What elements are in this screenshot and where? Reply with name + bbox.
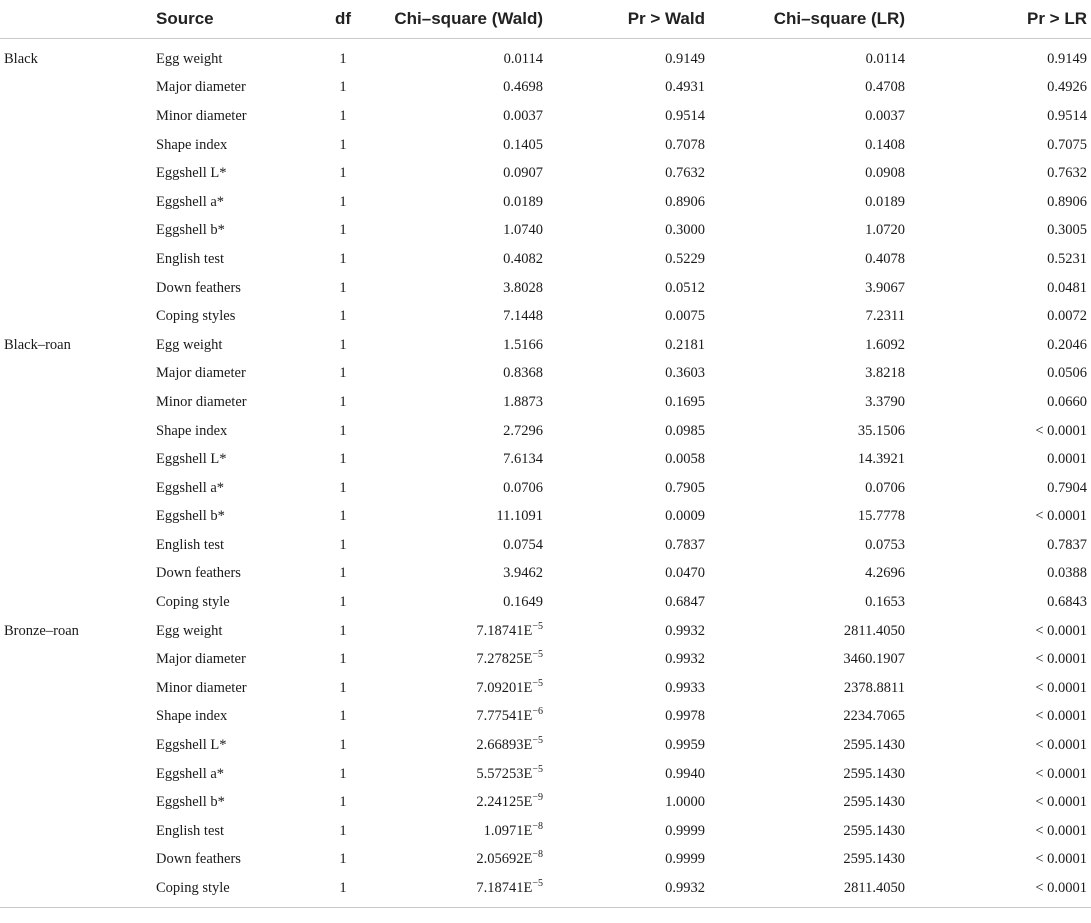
cell-chi-square-wald	[373, 39, 563, 74]
cell-pr-lr: 0.9149	[1047, 50, 1087, 67]
cell-group	[0, 474, 148, 503]
cell-pr-wald: 0.0009	[665, 508, 705, 525]
cell-source: English test	[156, 822, 225, 839]
cell-chi-square-wald	[373, 188, 563, 217]
cell-df: 1	[339, 851, 347, 868]
cell-source: Major diameter	[156, 79, 246, 96]
cell-chi-square-wald	[373, 588, 563, 617]
wald-exponent: −6	[532, 706, 543, 718]
cell-df: 1	[339, 250, 347, 267]
cell-pr-lr: 0.5231	[1047, 250, 1087, 267]
wald-value: 11.1091	[496, 508, 543, 525]
cell-group	[0, 417, 148, 446]
table-row	[0, 388, 1091, 417]
cell-group	[0, 74, 148, 103]
cell-df: 1	[339, 79, 347, 96]
header-group	[0, 0, 148, 39]
cell-source: Eggshell L*	[156, 451, 227, 468]
table-row	[0, 560, 1091, 589]
cell-group	[0, 217, 148, 246]
cell-chi-square-wald	[373, 417, 563, 446]
cell-pr-wald: 0.9999	[665, 822, 705, 839]
cell-pr-wald: 0.4931	[665, 79, 705, 96]
cell-group: Black–roan	[4, 336, 71, 353]
cell-pr-wald: 1.0000	[665, 794, 705, 811]
cell-chi-square-lr: 14.3921	[857, 451, 905, 468]
cell-pr-wald: 0.9149	[665, 50, 705, 67]
cell-chi-square-lr: 0.0037	[865, 107, 905, 124]
table-row	[0, 474, 1091, 503]
cell-source: Coping style	[148, 874, 313, 907]
wald-value: 7.18741E	[476, 622, 533, 639]
table-row	[0, 274, 1091, 303]
header-df: df	[313, 0, 373, 39]
cell-source: Coping style	[156, 594, 230, 611]
cell-df: 1	[339, 737, 347, 754]
cell-source: English test	[156, 250, 225, 267]
cell-group	[0, 788, 148, 817]
cell-source: Eggshell L*	[156, 165, 227, 182]
cell-pr-wald: 0.0470	[665, 565, 705, 582]
cell-df: 1	[339, 279, 347, 296]
wald-exponent: −9	[532, 792, 543, 804]
cell-chi-square-wald	[373, 302, 563, 331]
cell-group	[0, 131, 148, 160]
cell-df: 1	[313, 874, 373, 907]
cell-pr-wald: 0.9932	[665, 622, 705, 639]
cell-chi-square-lr: 2811.4050	[843, 622, 905, 639]
cell-pr-wald: 0.7837	[665, 536, 705, 553]
cell-source: Egg weight	[156, 336, 223, 353]
table-row	[0, 588, 1091, 617]
wald-value: 0.0037	[503, 107, 543, 124]
wald-value: 2.7296	[503, 422, 543, 439]
wald-exponent: −5	[532, 878, 543, 890]
cell-pr-lr: 0.7904	[1047, 479, 1087, 496]
cell-df: 1	[339, 393, 347, 410]
wald-exponent: −5	[532, 620, 543, 632]
cell-pr-lr: < 0.0001	[933, 874, 1091, 907]
table-row	[0, 531, 1091, 560]
cell-df: 1	[339, 794, 347, 811]
cell-chi-square-wald	[373, 445, 563, 474]
cell-chi-square-lr: 0.0114	[865, 50, 905, 67]
wald-exponent: −5	[532, 649, 543, 661]
cell-chi-square-wald	[373, 74, 563, 103]
cell-chi-square-wald	[373, 503, 563, 532]
cell-group	[0, 588, 148, 617]
cell-source: Major diameter	[156, 365, 246, 382]
cell-chi-square-wald	[373, 874, 563, 907]
cell-pr-wald: 0.0058	[665, 451, 705, 468]
cell-source: Major diameter	[156, 651, 246, 668]
table-row	[0, 874, 1091, 907]
wald-value: 1.5166	[503, 336, 543, 353]
wald-value: 3.8028	[503, 279, 543, 296]
cell-source: Eggshell a*	[156, 193, 225, 210]
wald-exponent: −5	[532, 678, 543, 690]
cell-chi-square-lr: 1.6092	[865, 336, 905, 353]
cell-df: 1	[339, 136, 347, 153]
cell-source: Down feathers	[156, 565, 241, 582]
cell-chi-square-wald	[373, 131, 563, 160]
cell-group	[0, 874, 148, 907]
wald-value: 5.57253E	[476, 765, 533, 782]
wald-value: 0.0754	[503, 536, 543, 553]
table-row	[0, 788, 1091, 817]
cell-source: Eggshell b*	[156, 794, 225, 811]
cell-pr-wald: 0.9932	[563, 874, 733, 907]
table-row	[0, 39, 1091, 74]
cell-pr-lr: 0.7632	[1047, 165, 1087, 182]
cell-chi-square-wald	[373, 760, 563, 789]
cell-pr-lr: < 0.0001	[1035, 508, 1087, 525]
cell-pr-wald: 0.7632	[665, 165, 705, 182]
cell-pr-lr: 0.6843	[1047, 594, 1087, 611]
table-row	[0, 760, 1091, 789]
table-row	[0, 731, 1091, 760]
table-row	[0, 74, 1091, 103]
cell-pr-wald: 0.2181	[665, 336, 705, 353]
cell-group: Bronze–roan	[4, 622, 79, 639]
cell-source: Minor diameter	[156, 679, 247, 696]
cell-df: 1	[339, 594, 347, 611]
cell-chi-square-lr: 3.3790	[865, 393, 905, 410]
wald-value: 7.1448	[503, 308, 543, 325]
cell-pr-lr: < 0.0001	[1035, 422, 1087, 439]
cell-source: Down feathers	[156, 851, 241, 868]
cell-pr-lr: < 0.0001	[1035, 822, 1087, 839]
cell-chi-square-lr: 2378.8811	[843, 679, 905, 696]
wald-value: 0.1649	[503, 594, 543, 611]
cell-chi-square-wald	[373, 274, 563, 303]
wald-exponent: −5	[532, 735, 543, 747]
cell-chi-square-lr: 3.9067	[865, 279, 905, 296]
cell-group	[0, 245, 148, 274]
header-pr-lr: Pr > LR	[933, 0, 1091, 39]
cell-chi-square-wald	[373, 159, 563, 188]
cell-source: Egg weight	[156, 622, 223, 639]
cell-pr-lr: < 0.0001	[1035, 708, 1087, 725]
cell-pr-lr: 0.2046	[1047, 336, 1087, 353]
cell-group	[0, 360, 148, 389]
cell-chi-square-lr: 4.2696	[865, 565, 905, 582]
cell-chi-square-lr: 2595.1430	[843, 794, 905, 811]
table-row	[0, 645, 1091, 674]
cell-df: 1	[339, 508, 347, 525]
cell-chi-square-wald	[373, 703, 563, 732]
header-source: Source	[148, 0, 313, 39]
cell-df: 1	[339, 193, 347, 210]
cell-group	[0, 703, 148, 732]
cell-source: Eggshell a*	[156, 479, 225, 496]
cell-group	[0, 560, 148, 589]
cell-pr-lr: 0.7075	[1047, 136, 1087, 153]
cell-group	[0, 817, 148, 846]
cell-pr-lr: < 0.0001	[1035, 679, 1087, 696]
cell-chi-square-wald	[373, 331, 563, 360]
cell-group	[0, 274, 148, 303]
cell-chi-square-lr: 0.1653	[865, 594, 905, 611]
cell-pr-lr: 0.0388	[1047, 565, 1087, 582]
cell-chi-square-wald	[373, 102, 563, 131]
cell-chi-square-lr: 0.0706	[865, 479, 905, 496]
cell-source: Shape index	[156, 422, 228, 439]
cell-pr-lr: < 0.0001	[1035, 794, 1087, 811]
cell-pr-wald: 0.9932	[665, 651, 705, 668]
wald-value: 7.27825E	[476, 651, 533, 668]
cell-source: Eggshell L*	[156, 737, 227, 754]
cell-chi-square-lr: 3.8218	[865, 365, 905, 382]
cell-source: Minor diameter	[156, 393, 247, 410]
cell-group	[0, 102, 148, 131]
cell-chi-square-lr: 35.1506	[857, 422, 905, 439]
cell-chi-square-lr: 1.0720	[865, 222, 905, 239]
cell-source: English test	[156, 536, 225, 553]
cell-chi-square-lr: 0.0753	[865, 536, 905, 553]
cell-source: Eggshell a*	[156, 765, 225, 782]
cell-source: Eggshell b*	[156, 222, 225, 239]
cell-pr-wald: 0.9959	[665, 737, 705, 754]
cell-group	[0, 531, 148, 560]
cell-pr-lr: < 0.0001	[1035, 651, 1087, 668]
cell-chi-square-wald	[373, 674, 563, 703]
wald-value: 2.24125E	[476, 794, 533, 811]
cell-chi-square-wald	[373, 245, 563, 274]
cell-chi-square-lr: 3460.1907	[843, 651, 905, 668]
header-chi-square-lr: Chi–square (LR)	[733, 0, 933, 39]
cell-chi-square-lr: 2811.4050	[733, 874, 933, 907]
cell-chi-square-lr: 0.0908	[865, 165, 905, 182]
cell-pr-lr: 0.7837	[1047, 536, 1087, 553]
cell-df: 1	[339, 536, 347, 553]
cell-chi-square-lr: 7.2311	[865, 308, 905, 325]
cell-pr-wald: 0.9940	[665, 765, 705, 782]
cell-pr-lr: 0.0481	[1047, 279, 1087, 296]
table-row	[0, 817, 1091, 846]
cell-pr-lr: < 0.0001	[1035, 737, 1087, 754]
cell-chi-square-wald	[373, 217, 563, 246]
table-row	[0, 445, 1091, 474]
cell-pr-wald: 0.3603	[665, 365, 705, 382]
cell-group	[0, 388, 148, 417]
cell-chi-square-wald	[373, 788, 563, 817]
cell-pr-wald: 0.8906	[665, 193, 705, 210]
wald-value: 7.18741E	[476, 880, 533, 897]
cell-df: 1	[339, 765, 347, 782]
cell-chi-square-lr: 2595.1430	[843, 822, 905, 839]
table-row	[0, 188, 1091, 217]
cell-df: 1	[339, 822, 347, 839]
cell-df: 1	[339, 422, 347, 439]
cell-chi-square-wald	[373, 388, 563, 417]
cell-pr-lr: 0.3005	[1047, 222, 1087, 239]
wald-value: 0.1405	[503, 136, 543, 153]
cell-pr-wald: 0.0512	[665, 279, 705, 296]
wald-exponent: −8	[532, 821, 543, 832]
cell-chi-square-wald	[373, 731, 563, 760]
cell-df: 1	[339, 308, 347, 325]
cell-pr-lr: 0.8906	[1047, 193, 1087, 210]
cell-chi-square-wald	[373, 360, 563, 389]
wald-value: 0.0907	[503, 165, 543, 182]
wald-value: 0.4698	[503, 79, 543, 96]
cell-group	[0, 503, 148, 532]
cell-chi-square-lr: 2595.1430	[843, 737, 905, 754]
cell-source: Coping styles	[156, 308, 236, 325]
header-pr-wald: Pr > Wald	[563, 0, 733, 39]
cell-pr-wald: 0.9933	[665, 679, 705, 696]
cell-group	[0, 674, 148, 703]
table-row	[0, 360, 1091, 389]
wald-exponent: −8	[532, 849, 543, 861]
cell-group	[0, 645, 148, 674]
cell-df: 1	[339, 107, 347, 124]
cell-chi-square-wald	[373, 846, 563, 875]
wald-value: 3.9462	[503, 565, 543, 582]
cell-chi-square-wald	[373, 474, 563, 503]
cell-df: 1	[339, 565, 347, 582]
cell-chi-square-lr: 15.7778	[857, 508, 905, 525]
cell-chi-square-wald	[373, 531, 563, 560]
cell-pr-wald: 0.5229	[665, 250, 705, 267]
wald-value: 0.4082	[503, 250, 543, 267]
cell-chi-square-wald	[373, 645, 563, 674]
cell-pr-lr: 0.9514	[1047, 107, 1087, 124]
wald-value: 0.8368	[503, 365, 543, 382]
cell-chi-square-lr: 2595.1430	[843, 851, 905, 868]
table-body	[0, 39, 1091, 908]
table-row	[0, 131, 1091, 160]
cell-pr-lr: < 0.0001	[1035, 765, 1087, 782]
cell-group	[0, 760, 148, 789]
cell-chi-square-lr: 2234.7065	[843, 708, 905, 725]
cell-chi-square-lr: 0.4078	[865, 250, 905, 267]
cell-df: 1	[339, 679, 347, 696]
wald-exponent: −5	[532, 763, 543, 775]
table-row	[0, 217, 1091, 246]
table-row	[0, 674, 1091, 703]
cell-df: 1	[339, 222, 347, 239]
cell-group	[0, 445, 148, 474]
cell-pr-wald: 0.1695	[665, 393, 705, 410]
cell-chi-square-lr: 0.0189	[865, 193, 905, 210]
cell-pr-wald: 0.9514	[665, 107, 705, 124]
wald-value: 0.0706	[503, 479, 543, 496]
cell-df: 1	[339, 651, 347, 668]
cell-source: Down feathers	[156, 279, 241, 296]
cell-pr-wald: 0.6847	[665, 594, 705, 611]
cell-chi-square-lr: 0.1408	[865, 136, 905, 153]
cell-pr-lr: 0.4926	[1047, 79, 1087, 96]
cell-group	[0, 159, 148, 188]
cell-df: 1	[339, 479, 347, 496]
cell-group: Black	[4, 50, 38, 67]
wald-value: 0.0114	[503, 50, 543, 67]
cell-pr-wald: 0.0985	[665, 422, 705, 439]
cell-source: Minor diameter	[156, 107, 247, 124]
cell-chi-square-wald	[373, 560, 563, 589]
table-header-row	[0, 0, 1091, 39]
table-row	[0, 245, 1091, 274]
table-row	[0, 417, 1091, 446]
cell-df: 1	[339, 50, 347, 67]
cell-chi-square-lr: 0.4708	[865, 79, 905, 96]
cell-source: Shape index	[156, 136, 228, 153]
table-row	[0, 703, 1091, 732]
cell-df: 1	[339, 622, 347, 639]
cell-df: 1	[339, 451, 347, 468]
table-row	[0, 302, 1091, 331]
table-row	[0, 503, 1091, 532]
wald-value: 1.0740	[503, 222, 543, 239]
table-row	[0, 102, 1091, 131]
cell-group	[0, 731, 148, 760]
wald-value: 7.77541E	[476, 708, 533, 725]
cell-source: Shape index	[156, 708, 228, 725]
wald-value: 2.66893E	[476, 737, 533, 754]
wald-value: 1.8873	[503, 393, 543, 410]
cell-chi-square-lr: 2595.1430	[843, 765, 905, 782]
cell-pr-wald: 0.0075	[665, 308, 705, 325]
cell-pr-lr: 0.0072	[1047, 308, 1087, 325]
table-row	[0, 617, 1091, 646]
cell-chi-square-wald	[373, 617, 563, 646]
wald-value: 7.6134	[503, 451, 543, 468]
table-row	[0, 159, 1091, 188]
cell-pr-wald: 0.7905	[665, 479, 705, 496]
table-row	[0, 331, 1091, 360]
cell-group	[0, 302, 148, 331]
table-row	[0, 846, 1091, 875]
cell-df: 1	[339, 365, 347, 382]
cell-pr-wald: 0.7078	[665, 136, 705, 153]
cell-pr-wald: 0.9999	[665, 851, 705, 868]
cell-df: 1	[339, 336, 347, 353]
wald-value: 7.09201E	[476, 679, 533, 696]
cell-pr-lr: < 0.0001	[1035, 851, 1087, 868]
wald-value: 0.0189	[503, 193, 543, 210]
cell-pr-lr: < 0.0001	[1035, 622, 1087, 639]
wald-value: 1.0971E	[483, 822, 533, 839]
cell-chi-square-wald	[373, 817, 563, 846]
cell-pr-wald: 0.3000	[665, 222, 705, 239]
cell-group	[0, 846, 148, 875]
cell-pr-lr: 0.0001	[1047, 451, 1087, 468]
cell-pr-wald: 0.9978	[665, 708, 705, 725]
cell-source: Eggshell b*	[156, 508, 225, 525]
cell-source: Egg weight	[156, 50, 223, 67]
cell-df: 1	[339, 708, 347, 725]
wald-value: 2.05692E	[476, 851, 533, 868]
cell-pr-lr: 0.0660	[1047, 393, 1087, 410]
cell-group	[0, 188, 148, 217]
cell-df: 1	[339, 165, 347, 182]
cell-pr-lr: 0.0506	[1047, 365, 1087, 382]
header-chi-square-wald: Chi–square (Wald)	[373, 0, 563, 39]
